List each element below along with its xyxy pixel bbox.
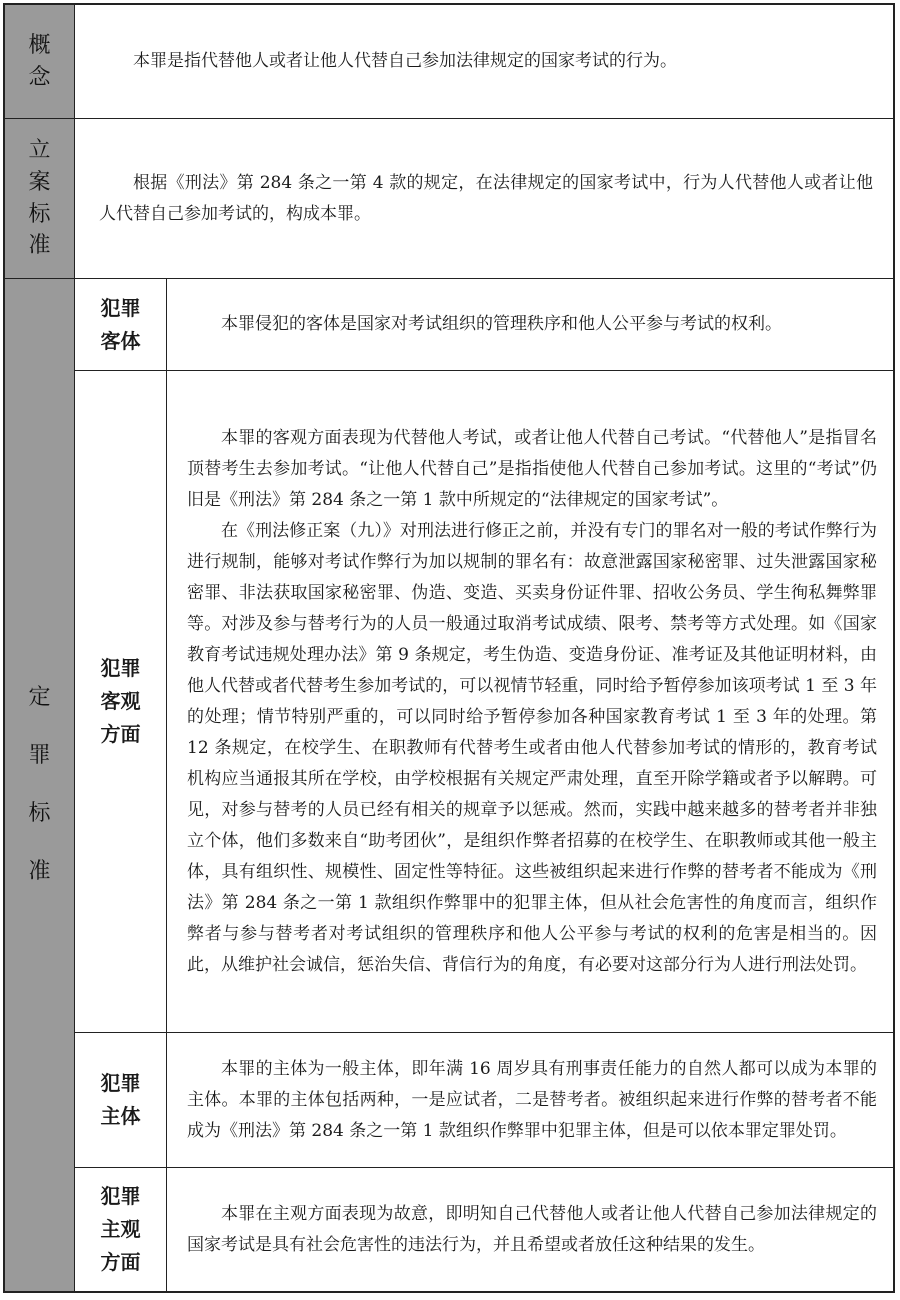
section-label-line: 方面 xyxy=(100,722,141,746)
section-label-line: 客观 xyxy=(100,689,141,713)
header-char: 案 xyxy=(28,169,51,195)
concept-paragraph: 本罪是指代替他人或者让他人代替自己参加法律规定的国家考试的行为。 xyxy=(133,51,677,71)
section-paragraph: 本罪的客观方面表现为代替他人考试，或者让他人代替自己考试。“代替他人”是指冒名顶替考生去参加考试。“让他人代替自己”是指指使他人代替自己参加考试。这里的“考试”仍旧是《刑法》第 284 条之一第 1 款中所规定的“法律规定的国家考试”。 xyxy=(187,427,877,510)
section-label-line: 主体 xyxy=(100,1104,141,1128)
header-char: 定 xyxy=(28,685,51,711)
section-label-crime-subject xyxy=(75,1033,167,1167)
section-paragraph: 在《刑法修正案（九）》对刑法进行修正之前，并没有专门的罪名对一般的考试作弊行为进行规制，能够对考试作弊行为加以规制的罪名有：故意泄露国家秘密罪、过失泄露国家秘密罪、非法获取国家秘密罪、伪造、变造、买卖身份证件罪、招收公务员、学生徇私舞弊罪等。对涉及参与替考行为的人员一般通过取消考试成绩、限考、禁考等方式处理。如《国家教育考试违规处理办法》第 9 条规定，考生伪造、变造身份证、准考证及其他证明材料，由他人代替或者代替考生参加考试的，可以视情节轻重，同时给予暂停参加该项考试 1 至 3 年的处理；情节特别严重的，可以同时给予暂停参加各种国家教育考试 1 至 3 年的处理。第 12 条规定，在校学生、在职教师有代替考生或者由他人代替参加考试的情形的，教育考试机构应当通报其所在学校，由学校根据有关规定严肃处理，直至开除学籍或者予以解聘。可见，对参与替考的人员已经有相关的规章予以惩戒。然而，实践中越来越多的替考者并非独立个体，他们多数来自“助考团伙”，是组织作弊者招募的在校学生、在职教师或其他一般主体，具有组织性、规模性、固定性等特征。这些被组织起来进行作弊的替考者不能成为《刑法》第 284 条之一第 1 款组织作弊罪中的犯罪主体，但从社会危害性的角度而言，组织作弊者与参与替考者对考试组织的管理秩序和他人公平参与考试的权利的危害是相当的。因此，从维护社会诚信，惩治失信、背信行为的角度，有必要对这部分行为人进行刑法处罚。 xyxy=(187,520,877,975)
row-header-concept xyxy=(5,5,75,118)
header-char: 罪 xyxy=(28,743,51,769)
row-filing-standard xyxy=(5,119,893,279)
section-body-crime-object xyxy=(167,279,893,370)
section-label-line: 方面 xyxy=(100,1250,141,1274)
section-body-objective-aspect xyxy=(167,371,893,1032)
filing-standard-paragraph: 根据《刑法》第 284 条之一第 4 款的规定，在法律规定的国家考试中，行为人代替他人或者让他人代替自己参加考试的，构成本罪。 xyxy=(99,172,873,224)
row-header-conviction-standard xyxy=(5,279,75,1291)
header-char: 准 xyxy=(28,233,51,259)
section-body-subjective-aspect xyxy=(167,1168,893,1291)
section-crime-object xyxy=(75,279,893,371)
section-paragraph: 本罪在主观方面表现为故意，即明知自己代替他人或者让他人代替自己参加法律规定的国家考试是具有社会危害性的违法行为，并且希望或者放任这种结果的发生。 xyxy=(187,1203,877,1255)
row-concept xyxy=(5,5,893,119)
section-label-line: 犯罪 xyxy=(100,1184,141,1208)
header-char: 标 xyxy=(28,801,51,826)
section-subjective-aspect xyxy=(75,1168,893,1291)
section-label-line: 主观 xyxy=(100,1217,141,1241)
header-char: 准 xyxy=(28,858,51,884)
header-char: 念 xyxy=(28,64,51,90)
section-paragraph: 本罪侵犯的客体是国家对考试组织的管理秩序和他人公平参与考试的权利。 xyxy=(221,314,782,334)
section-label-line: 犯罪 xyxy=(100,295,141,320)
row-conviction-standard xyxy=(5,279,893,1291)
row-content-concept xyxy=(75,5,893,118)
section-label-line: 客体 xyxy=(100,328,141,353)
section-label-objective-aspect xyxy=(75,371,167,1032)
crime-definition-table xyxy=(3,3,895,1293)
section-label-crime-object xyxy=(75,279,167,370)
section-paragraph: 本罪的主体为一般主体，即年满 16 周岁具有刑事责任能力的自然人都可以成为本罪的主体。本罪的主体包括两种，一是应试者，二是替考者。被组织起来进行作弊的替考者不能成为《刑法》第 284 条之一第 1 款组织作弊罪中犯罪主体，但是可以依本罪定罪处罚。 xyxy=(187,1058,877,1141)
section-body-crime-subject xyxy=(167,1033,893,1167)
header-char: 标 xyxy=(28,201,51,227)
section-label-line: 犯罪 xyxy=(100,656,141,680)
section-objective-aspect xyxy=(75,371,893,1033)
section-label-line: 犯罪 xyxy=(100,1071,141,1095)
row-header-filing-standard xyxy=(5,119,75,278)
row-content-conviction-standard xyxy=(75,279,893,1291)
row-content-filing-standard xyxy=(75,119,893,278)
section-label-subjective-aspect xyxy=(75,1168,167,1291)
section-crime-subject xyxy=(75,1033,893,1168)
header-char: 概 xyxy=(28,32,51,58)
header-char: 立 xyxy=(28,137,51,163)
